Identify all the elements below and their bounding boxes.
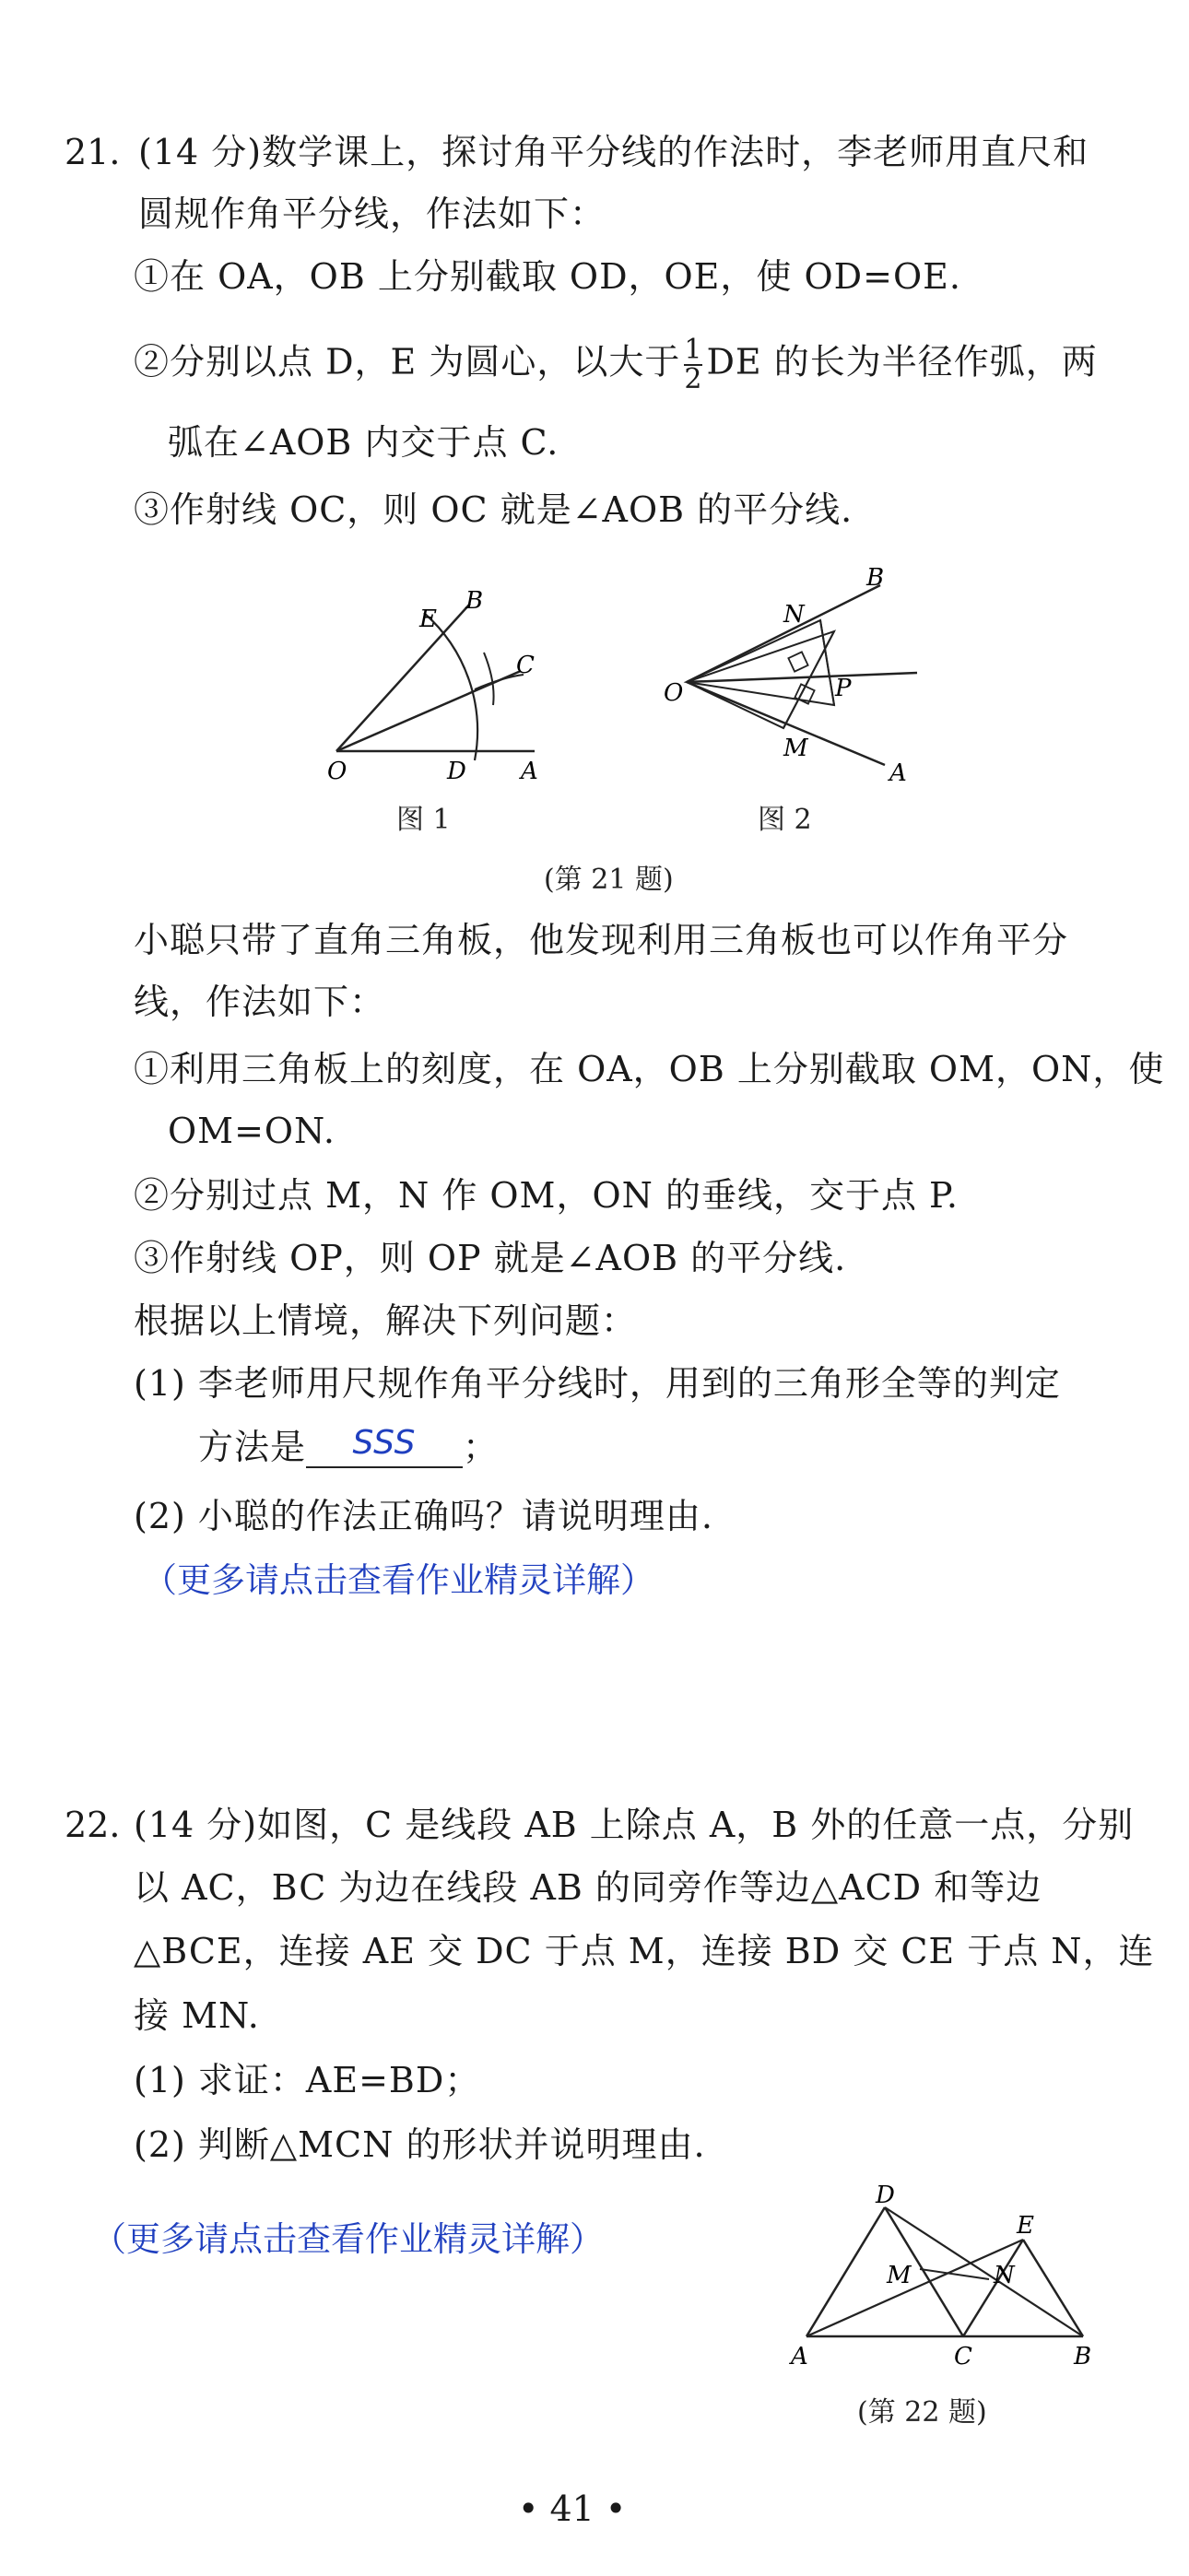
fig1-label-e: E [419,606,437,633]
q21-sub1-pre: 方法是 [198,1427,307,1467]
fig22-label-e: E [1017,2212,1034,2240]
fig22-label-m: M [887,2262,912,2289]
fig1-label-c: C [516,652,535,679]
q21-para-line1: 小聪只带了直角三角板，他发现利用三角板也可以作角平分 [134,920,1069,960]
q21-step2-line2: 弧在∠AOB 内交于点 C. [168,422,559,463]
q21-tri-step1: ①利用三角板上的刻度，在 OA，OB 上分别截取 OM，ON，使 [134,1049,1165,1089]
fig1-label-b: B [465,587,484,615]
q21-step1: ①在 OA，OB 上分别截取 OD，OE，使 OD=OE. [134,256,961,297]
q21-para-line2: 线，作法如下： [134,982,386,1022]
fig22-label-a: A [791,2343,808,2370]
q22-more-link[interactable]: （更多请点击查看作业精灵详解） [92,2219,604,2259]
q22-number: 22. [65,1805,121,1845]
q21-number: 21. [65,132,121,172]
fig2-label-o: O [664,679,684,707]
q22-caption: (第 22 题) [857,2396,987,2429]
q21-sub1-line1: (1) 李老师用尺规作角平分线时，用到的三角形全等的判定 [134,1363,1061,1404]
frac-den: 2 [684,363,703,395]
fig2-label-n: N [783,601,805,629]
q21-tri-step1-line2: OM=ON. [168,1111,336,1151]
q21-step2-post: DE 的长为半径作弧，两 [706,341,1098,382]
q22-line2: 以 AC，BC 为边在线段 AB 的同旁作等边△ACD 和等边 [134,1867,1042,1908]
fig1-label-o: O [327,758,347,785]
fig2-caption: 图 2 [758,804,812,836]
q22-sub1: (1) 求证：AE=BD； [134,2060,481,2100]
q21-step2-pre: ②分别以点 D，E 为圆心，以大于 [134,341,681,382]
page-number: • 41 • [518,2488,627,2529]
fig22-label-n: N [994,2262,1015,2289]
q21-caption: (第 21 题) [544,864,674,896]
answer-blank [306,1418,463,1468]
answer-sss: SSS [352,1424,417,1462]
fig1-label-a: A [521,758,538,785]
q21-tri-step3: ③作射线 OP，则 OP 就是∠AOB 的平分线. [134,1238,847,1278]
q22-line1: (14 分)如图，C 是线段 AB 上除点 A，B 外的任意一点，分别 [134,1805,1135,1845]
q21-intro-line2: 圆规作角平分线，作法如下： [138,194,606,234]
fig2-label-a: A [889,759,907,787]
fig1-label-d: D [447,758,466,785]
fraction-one-half [684,336,702,394]
q21-sub1-post: ； [463,1427,500,1467]
fig1-caption: 图 1 [396,804,451,836]
q22-line4: 接 MN. [134,1995,260,2036]
q21-step2 [134,336,1098,394]
q22-sub2: (2) 判断△MCN 的形状并说明理由. [134,2124,706,2165]
frac-num: 1 [684,334,703,366]
fig2-label-m: M [783,735,808,762]
q21-tri-step2: ②分别过点 M，N 作 OM，ON 的垂线，交于点 P. [134,1175,959,1216]
q22-line3: △BCE，连接 AE 交 DC 于点 M，连接 BD 交 CE 于点 N，连 [134,1931,1155,1971]
q21-intro-line1: (14 分)数学课上，探讨角平分线的作法时，李老师用直尺和 [138,132,1089,172]
q21-sub2: (2) 小聪的作法正确吗？请说明理由. [134,1496,713,1536]
fig22-label-d: D [876,2182,895,2209]
q21-more-link[interactable]: （更多请点击查看作业精灵详解） [143,1560,654,1600]
fig2-label-p: P [835,675,852,702]
q21-context: 根据以上情境，解决下列问题： [134,1300,638,1341]
fig22-label-b: B [1074,2343,1092,2370]
figure-22 [783,2180,1097,2373]
q21-sub1-line2 [198,1424,499,1474]
figure-1 [313,581,571,793]
fig2-label-b: B [866,567,885,592]
fig22-label-c: C [954,2343,972,2370]
q21-step3: ③作射线 OC，则 OC 就是∠AOB 的平分线. [134,489,853,530]
figure-2 [654,567,931,788]
